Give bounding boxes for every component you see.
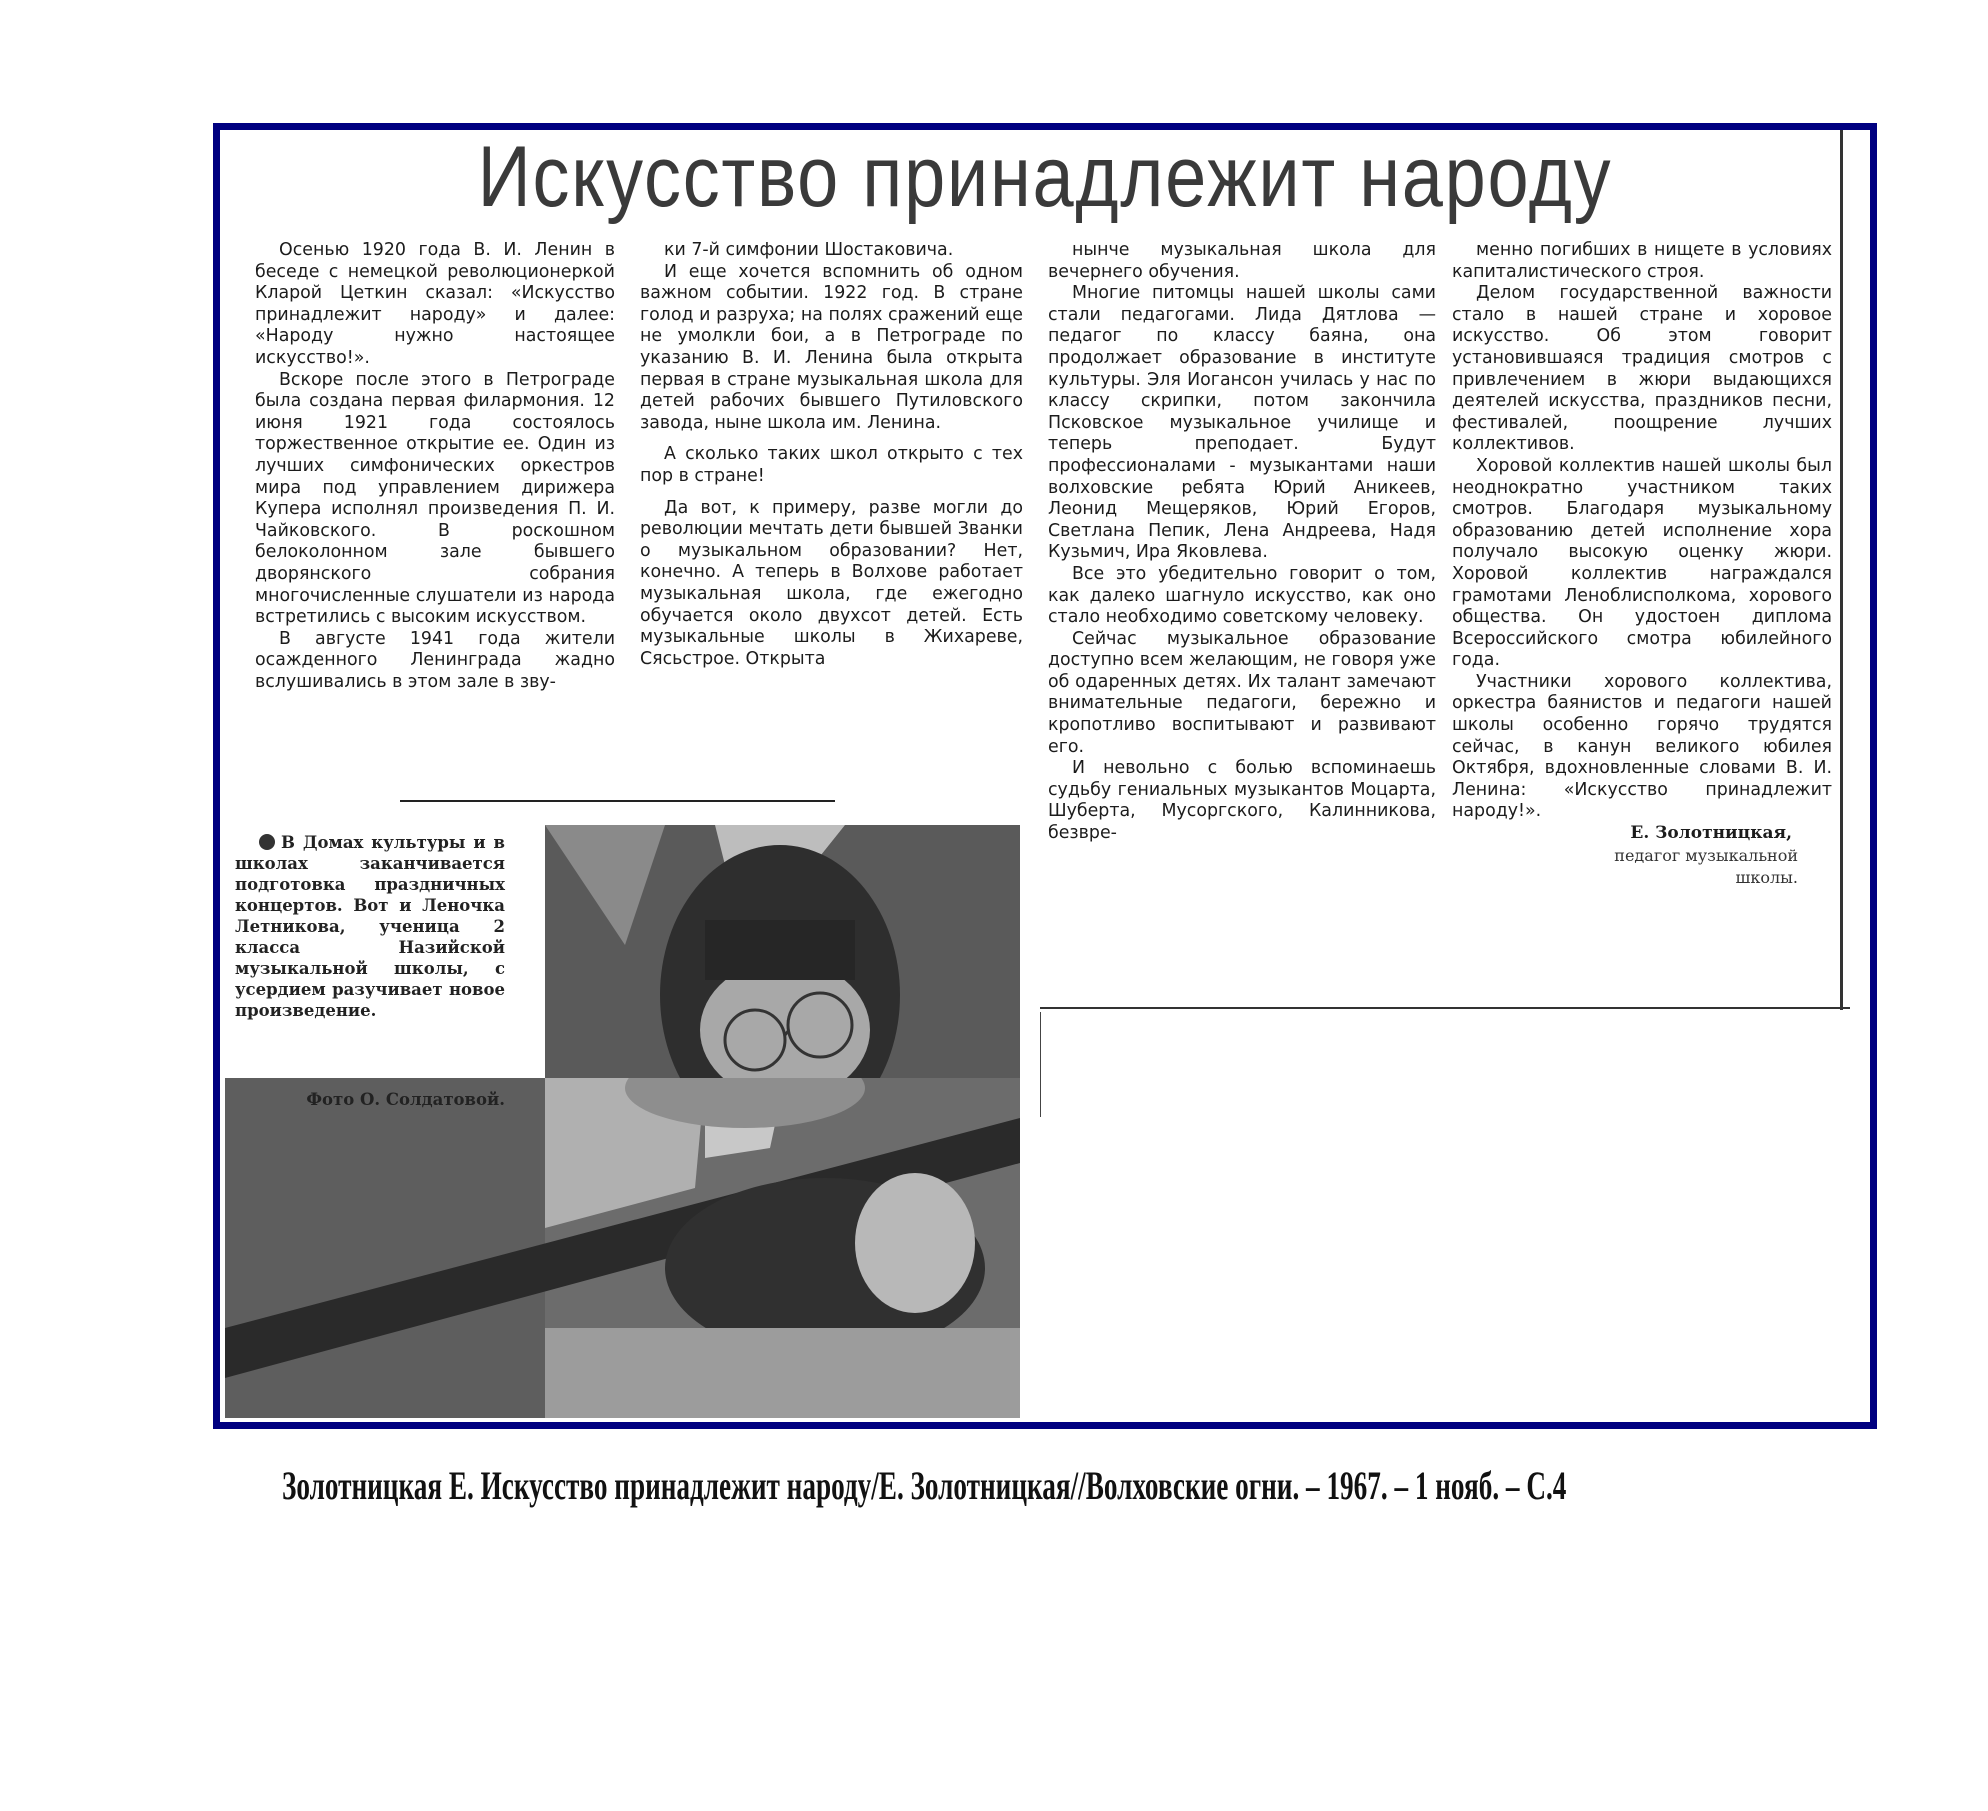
paragraph: Вскоре после этого в Петрограде была создана первая филармония. 12 июня 1921 года состоялось торжественное открытие ее. Один из лучших симфонических оркестров мира под управлением дирижера Купера исполнял произведения П. И. Чайковского. В роскошном белоколонном зале бывшего дворянского собрания многочисленные слушатели из народа встретились с высоким искусством.	[255, 369, 615, 628]
divider	[1040, 1012, 1041, 1117]
article-title: Искусство принадлежит народу	[477, 129, 1613, 225]
author-signature: Е. Золотницкая,	[1630, 823, 1792, 844]
article-column-3	[1048, 240, 1436, 845]
paragraph: Многие питомцы нашей школы сами стали педагогами. Лида Дятлова — педагог по классу баяна, она продолжает образование в институте культуры. Эля Иогансон училась у нас по классу скрипки, потом закончила Псковское музыкальное училище и теперь преподает. Будут профессионалами - музыкантами наши волховские ребята Юрий Аникеев, Леонид Мещеряков, Юрий Егоров, Светлана Пепик, Лена Андреева, Надя Кузьмич, Ира Яковлева.	[1048, 283, 1436, 563]
photo-caption	[235, 832, 505, 1021]
article-column-2	[640, 240, 1023, 670]
paragraph: Хоровой коллектив нашей школы был неоднократно участником таких смотров. Благодаря музыкальному образованию детей исполнение хора получало высокую оценку жюри. Хоровой коллектив награждался грамотами Леноблисполкома, хорового общества. Он удостоен диплома Всероссийского смотра юбилейного года.	[1452, 455, 1832, 671]
caption-text: В Домах культуры и в школах заканчивается подготовка праздничных концертов. Вот и Леночка Летникова, ученица 2 класса Назийской музыкальной школы, с усердием разучивает новое произведение.	[235, 833, 505, 1020]
paragraph: И невольно с болью вспоминаешь судьбу гениальных музыкантов Моцарта, Шуберта, Мусоргского, Калинникова, безвре-	[1048, 758, 1436, 844]
paragraph: Делом государственной важности стало в нашей стране и хоровое искусство. Об этом говорит установившаяся традиция смотров с привлечением в жюри выдающихся деятелей искусства, праздников песни, фестивалей, поощрение лучших коллективов.	[1452, 283, 1832, 455]
paragraph: А сколько таких школ открыто с тех пор в стране!	[640, 444, 1023, 486]
paragraph: нынче музыкальная школа для вечернего обучения.	[1048, 240, 1436, 282]
photo-violinist-lower	[225, 1078, 1020, 1418]
paragraph: Да вот, к примеру, разве могли до революции мечтать дети бывшей Званки о музыкальном образовании? Нет, конечно. А теперь в Волхове работает музыкальная школа, где ежегодно обучается около двухсот детей. Есть музыкальные школы в Жихареве, Сясьстрое. Открыта	[640, 497, 1023, 669]
author-role: педагог музыкальной	[1614, 845, 1798, 865]
paragraph: Участники хорового коллектива, оркестра баянистов и педагоги нашей школы особенно горячо трудятся сейчас, в канун великого юбилея Октября, вдохновленные словами В. И. Ленина: «Искусство принадлежит народу!».	[1452, 671, 1832, 822]
paragraph: ки 7-й симфонии Шостаковича.	[664, 240, 954, 260]
bullet-icon	[259, 834, 275, 850]
divider	[400, 800, 835, 802]
paragraph: менно погибших в нищете в условиях капиталистического строя.	[1452, 240, 1832, 282]
bibliographic-citation: Золотницкая Е. Искусство принадлежит народу/Е. Золотницкая//Волховские огни. – 1967. – 1 нояб. – С.4	[282, 1463, 1567, 1508]
photo-credit: Фото О. Солдатовой.	[306, 1090, 505, 1109]
paragraph: Сейчас музыкальное образование доступно всем желающим, не говоря уже об одаренных детях. Их талант замечают внимательные педагоги, бережно и кропотливо воспитывают и развивают его.	[1048, 628, 1436, 757]
paragraph: Осенью 1920 года В. И. Ленин в беседе с немецкой революционеркой Кларой Цеткин сказал: «Искусство принадлежит народу» и далее: «Народу нужно настоящее искусство!».	[255, 240, 615, 368]
clipping-edge-right	[1840, 130, 1843, 1010]
divider	[1040, 1007, 1850, 1009]
paragraph: Все это убедительно говорит о том, как далеко шагнуло искусство, как оно стало необходимо советскому человеку.	[1048, 563, 1436, 628]
author-role: школы.	[1735, 867, 1798, 887]
paragraph: И еще хочется вспомнить об одном важном событии. 1922 год. В стране голод и разруха; на полях сражений еще не умолкли бои, а в Петрограде по указанию В. И. Ленина была открыта первая в стране музыкальная школа для детей рабочих бывшего Путиловского завода, ныне школа им. Ленина.	[640, 261, 1023, 433]
article-column-4	[1452, 240, 1832, 889]
photo-violin-image	[225, 1078, 1020, 1418]
article-column-1	[255, 240, 615, 693]
photo-violinist	[545, 825, 1020, 1080]
photo-girl-face-image	[545, 825, 1020, 1080]
paragraph: В августе 1941 года жители осажденного Ленинграда жадно вслушивались в этом зале в зву-	[255, 628, 615, 692]
